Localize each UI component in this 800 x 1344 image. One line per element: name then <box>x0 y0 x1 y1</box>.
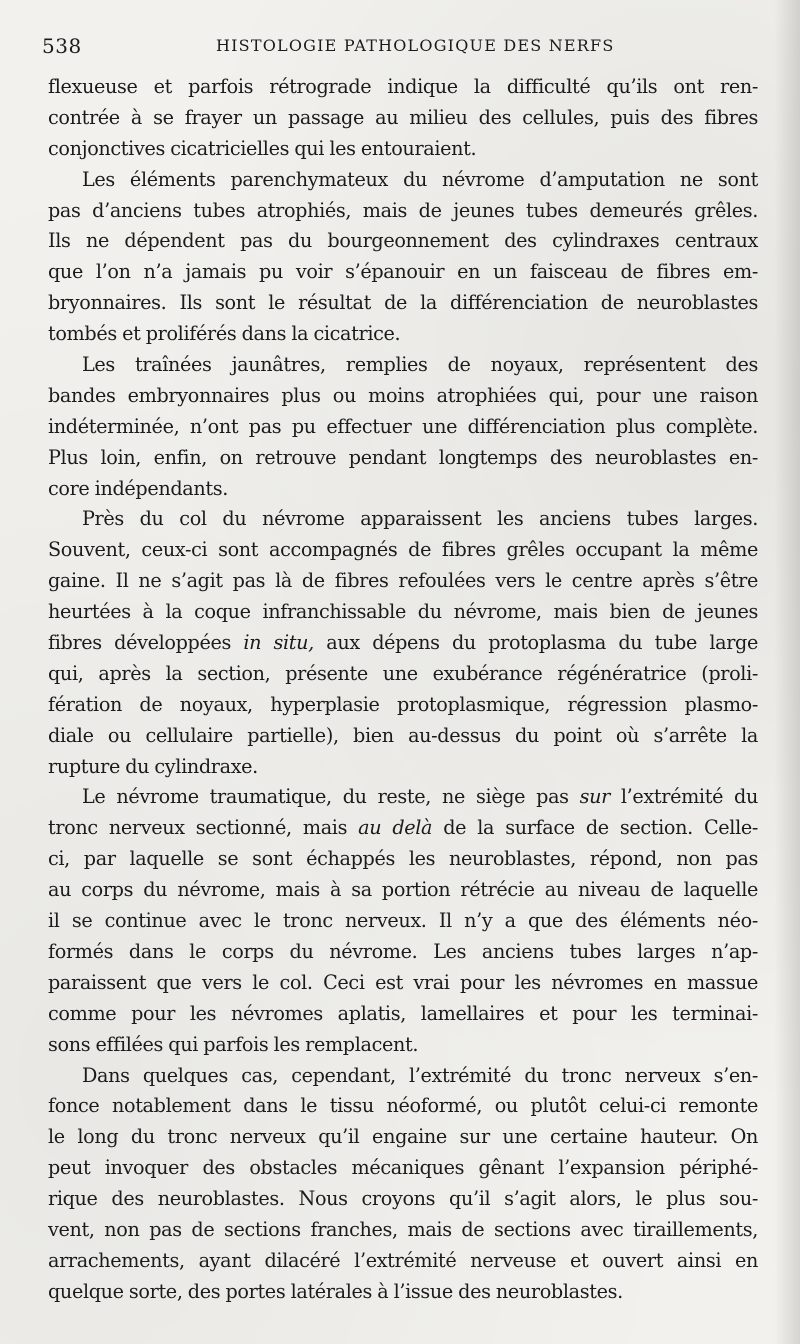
text-line: bandes embryonnaires plus ou moins atrophiées qui, pour une raison <box>48 383 758 407</box>
text-line: rique des neuroblastes. Nous croyons qu’il s’agit alors, le plus sou- <box>48 1187 758 1211</box>
text-line: il se continue avec le tronc nerveux. Il n’y a que des éléments néo- <box>48 909 758 933</box>
text-line: conjonctives cicatricielles qui les entouraient. <box>48 136 477 160</box>
text-line: heurtées à la coque infranchissable du névrome, mais bien de jeunes <box>48 600 758 624</box>
text-segment: aux dépens du protoplasma du tube large <box>313 631 758 655</box>
text-line: Près du col du névrome apparaissent les anciens tubes larges. <box>82 507 758 531</box>
text-line: Les éléments parenchymateux du névrome d’amputation ne sont <box>82 167 758 191</box>
text-line: que l’on n’a jamais pu voir s’épanouir en un faisceau de fibres em- <box>48 260 758 284</box>
italic-term: au delà <box>358 816 433 840</box>
text-line: formés dans le corps du névrome. Les anciens tubes larges n’ap- <box>48 939 758 963</box>
text-line: Plus loin, enfin, on retrouve pendant longtemps des neuroblastes en- <box>48 445 758 469</box>
text-line: sons effilées qui parfois les remplacent. <box>48 1032 419 1056</box>
text-line: Ils ne dépendent pas du bourgeonnement des cylindraxes centraux <box>48 229 758 253</box>
text-line: paraissent que vers le col. Ceci est vrai pour les névromes en massue <box>48 970 758 994</box>
text-segment: l’extrémité du <box>609 785 758 809</box>
text-line: le long du tronc nerveux qu’il engaine sur une certaine hauteur. On <box>48 1125 758 1149</box>
text-line: vent, non pas de sections franches, mais de sections avec tiraillements, <box>48 1217 758 1241</box>
text-line: core indépendants. <box>48 476 228 500</box>
text-line: contrée à se frayer un passage au milieu des cellules, puis des fibres <box>48 105 758 129</box>
italic-term: in situ, <box>243 631 314 655</box>
text-line: ci, par laquelle se sont échappés les neuroblastes, répond, non pas <box>48 847 758 871</box>
text-line: comme pour les névromes aplatis, lamellaires et pour les terminai- <box>48 1001 758 1025</box>
text-line <box>48 782 758 813</box>
text-line: au corps du névrome, mais à sa portion rétrécie au niveau de laquelle <box>48 878 758 902</box>
body-text <box>48 72 758 1308</box>
text-segment: Le névrome traumatique, du reste, ne siège pas <box>82 785 580 809</box>
text-line: tombés et proliférés dans la cicatrice. <box>48 322 401 346</box>
text-line <box>48 628 758 659</box>
text-line: Souvent, ceux-ci sont accompagnés de fibres grêles occupant la même <box>48 538 758 562</box>
text-line: quelque sorte, des portes latérales à l’issue des neuroblastes. <box>48 1279 623 1303</box>
text-line: Dans quelques cas, cependant, l’extrémité du tronc nerveux s’en- <box>82 1063 758 1087</box>
italic-term: sur <box>579 785 610 809</box>
text-line: rupture du cylindraxe. <box>48 754 258 778</box>
page-header <box>42 30 757 60</box>
running-head: HISTOLOGIE PATHOLOGIQUE DES NERFS <box>216 36 615 55</box>
text-line: pas d’anciens tubes atrophiés, mais de jeunes tubes demeurés grêles. <box>48 198 758 222</box>
text-line: Les traînées jaunâtres, remplies de noyaux, représentent des <box>82 353 758 377</box>
text-line <box>48 813 758 844</box>
text-line: peut invoquer des obstacles mécaniques gênant l’expansion périphé- <box>48 1156 758 1180</box>
text-line: arrachements, ayant dilacéré l’extrémité nerveuse et ouvert ainsi en <box>48 1248 758 1272</box>
text-line: diale ou cellulaire partielle), bien au-dessus du point où s’arrête la <box>48 723 758 747</box>
text-line: indéterminée, n’ont pas pu effectuer une différenciation plus complète. <box>48 414 758 438</box>
page-number: 538 <box>42 34 82 58</box>
text-line: fération de noyaux, hyperplasie protoplasmique, régression plasmo- <box>48 692 758 716</box>
text-segment: de la surface de section. Celle- <box>432 816 759 840</box>
text-line: flexueuse et parfois rétrograde indique la difficulté qu’ils ont ren- <box>48 75 758 98</box>
text-segment: fibres développées <box>48 631 244 655</box>
text-line: qui, après la section, présente une exubérance régénératrice (proli- <box>48 661 758 685</box>
text-line: gaine. Il ne s’agit pas là de fibres refoulées vers le centre après s’être <box>48 569 758 593</box>
text-segment: tronc nerveux sectionné, mais <box>48 816 359 840</box>
text-line: fonce notablement dans le tissu néoformé, ou plutôt celui-ci remonte <box>48 1094 758 1118</box>
text-line: bryonnaires. Ils sont le résultat de la différenciation de neuroblastes <box>48 291 758 315</box>
